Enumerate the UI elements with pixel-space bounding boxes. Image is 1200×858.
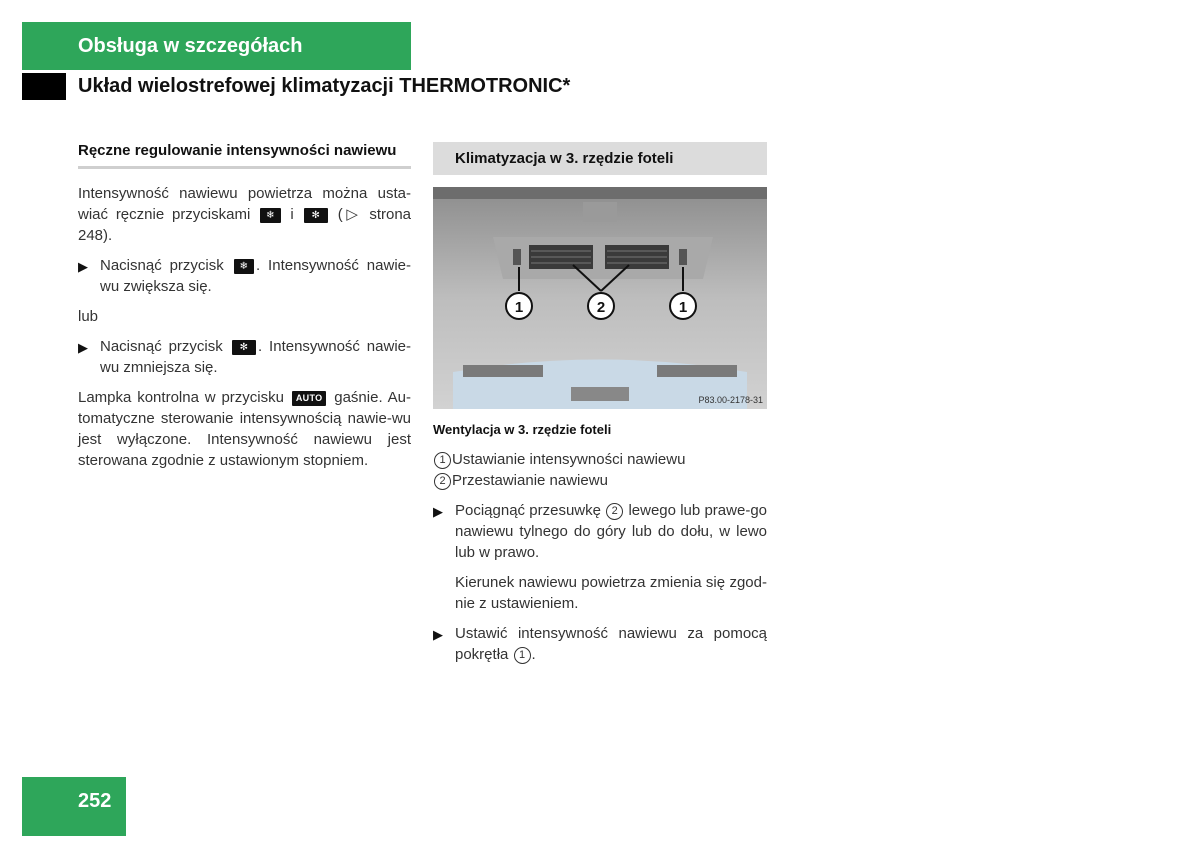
photo-callout: 2 xyxy=(596,299,606,316)
right-column xyxy=(433,142,767,674)
legend-item xyxy=(433,470,767,491)
fan-down-key-icon: ✻ xyxy=(232,340,256,355)
intro-text-b: i xyxy=(290,206,294,223)
legend-number: 1 xyxy=(434,452,451,469)
or-text: lub xyxy=(78,308,99,325)
step1-number: 2 xyxy=(606,503,623,520)
step1-text-a: Pociągnąć przesuwkę xyxy=(455,502,601,519)
fan-up-key-icon: ❄ xyxy=(260,208,280,223)
bullet2-text-a: Nacisnąć przycisk xyxy=(100,338,223,355)
step-pull-slider xyxy=(433,500,767,563)
intro-text-a: Intensywność nawiewu powietrza można usta-wiać ręcznie przyciskami xyxy=(78,185,411,223)
bullet-increase xyxy=(78,255,411,297)
page-title: Układ wielostrefowej klimatyzacji THERMOTRONIC* xyxy=(78,75,571,97)
fan-down-key-icon: ✻ xyxy=(304,208,328,223)
page-number-box xyxy=(22,777,126,836)
step2-number: 1 xyxy=(514,647,531,664)
auto-key: AUTO xyxy=(292,391,327,406)
step2-text-a: Ustawić intensywność nawiewu za pomocą pokrętła xyxy=(455,625,767,663)
intro-paragraph xyxy=(78,183,411,246)
left-column xyxy=(78,140,411,480)
legend-text: Ustawianie intensywności nawiewu xyxy=(452,451,686,468)
legend-text: Przestawianie nawiewu xyxy=(452,472,608,489)
step2-text-b: . xyxy=(531,646,536,663)
photo-callout: 1 xyxy=(678,299,688,316)
page-number: 252 xyxy=(78,790,112,812)
lamp-paragraph xyxy=(78,387,411,471)
bullet1-text-a: Nacisnąć przycisk xyxy=(100,257,224,274)
lamp-text-a: Lampka kontrolna w przycisku xyxy=(78,389,284,406)
legend-number: 2 xyxy=(434,473,451,490)
box-title: Klimatyzacja w 3. rzędzie foteli xyxy=(433,142,767,175)
photo-caption: Wentylacja w 3. rzędzie foteli xyxy=(433,422,612,437)
title-marker xyxy=(22,73,66,100)
step-set-intensity xyxy=(433,623,767,665)
photo-callout: 1 xyxy=(514,299,524,316)
legend-item xyxy=(433,449,767,470)
step1-text-b: lewego lub prawe-go nawiewu tylnego do góry lub do dołu, w lewo lub w prawo. xyxy=(455,502,767,561)
bullet-arrow-icon: ▶ xyxy=(433,627,443,642)
bullet2-text-b: . Intensywność nawie-wu zmniejsza się. xyxy=(100,338,411,376)
ventilation-photo xyxy=(433,187,767,409)
lamp-text-b: gaśnie. Au-tomatyczne sterowanie intensywnością nawie-wu jest wyłączone. Intensywność nawiewu jest sterowana zgodnie z ustawionym stopniem. xyxy=(78,389,411,469)
bullet-arrow-icon: ▶ xyxy=(433,504,443,519)
photo-code: P83.00-2178-31 xyxy=(698,395,763,405)
bullet-decrease xyxy=(78,336,411,378)
fan-up-key-icon: ❄ xyxy=(234,259,254,274)
step1-note: Kierunek nawiewu powietrza zmienia się zgod-nie z ustawieniem. xyxy=(455,574,767,612)
bullet1-text-b: . Intensywność nawie-wu zwiększa się. xyxy=(100,257,411,295)
section-tab xyxy=(22,22,411,70)
subheading: Ręczne regulowanie intensywności nawiewu xyxy=(78,140,411,169)
bullet-arrow-icon: ▶ xyxy=(78,340,88,355)
bullet-arrow-icon: ▶ xyxy=(78,259,88,274)
section-title: Obsługa w szczegółach xyxy=(78,34,303,57)
intro-text-c: (▷ strona 248). xyxy=(78,206,412,244)
